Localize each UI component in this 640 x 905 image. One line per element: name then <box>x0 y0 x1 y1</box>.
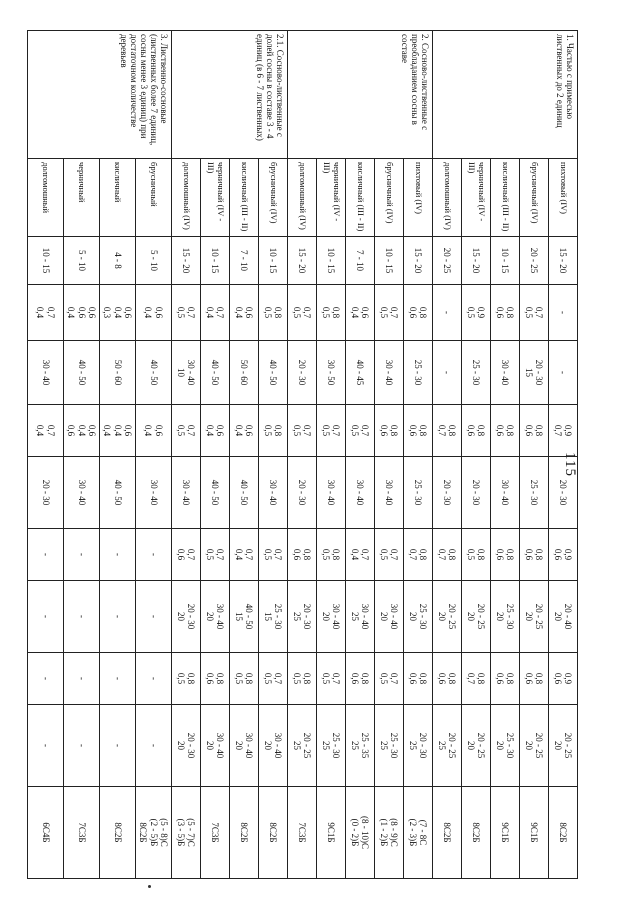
value-cell: 30 - 40 25 <box>346 581 375 653</box>
value-cell: 0,7 0,5 <box>259 653 288 705</box>
forest-type-cell: брусничный (IV) <box>259 159 288 237</box>
value-cell: 20 - 30 <box>462 457 491 529</box>
value-cell: 30 - 40 <box>136 457 172 529</box>
value-cell: 5 - 10 <box>136 237 172 285</box>
value-cell: 30 - 40 20 <box>259 705 288 787</box>
value-cell: 20 - 30 <box>288 341 317 405</box>
value-cell: 20 - 25 20 <box>462 581 491 653</box>
category-cell: 1. Частью с примесью лиственных до 2 единиц <box>433 31 578 159</box>
document-sheet <box>35 30 578 878</box>
value-cell: 0,7 0,5 <box>317 653 346 705</box>
value-cell: 0,7 0,5 <box>288 405 317 457</box>
value-cell: 5 - 10 <box>64 237 100 285</box>
table-row <box>201 31 230 879</box>
forest-type-cell: кисличный (III - II) <box>230 159 259 237</box>
value-cell: - <box>136 653 172 705</box>
value-cell: - <box>100 581 136 653</box>
forest-type-cell: долгомошный (IV) <box>172 159 201 237</box>
value-cell: - <box>100 705 136 787</box>
value-cell: 15 - 20 <box>172 237 201 285</box>
value-cell: 50 - 60 <box>100 341 136 405</box>
value-cell: 20 - 25 <box>520 237 549 285</box>
value-cell: 10 - 15 <box>317 237 346 285</box>
forest-type-cell: черничный <box>64 159 100 237</box>
table-row <box>549 31 578 879</box>
value-cell: 20 - 25 25 <box>288 705 317 787</box>
scan-speck <box>148 885 151 888</box>
value-cell: 0,8 0,5 <box>172 653 201 705</box>
table-row <box>100 31 136 879</box>
value-cell: 0,8 0,6 <box>520 529 549 581</box>
page-number: 115 <box>562 452 578 477</box>
value-cell: 40 - 50 15 <box>230 581 259 653</box>
value-cell: 0,8 0,6 <box>462 405 491 457</box>
value-cell: 10 - 15 <box>375 237 404 285</box>
value-cell: 0,9 0,6 <box>549 529 578 581</box>
value-cell: 30 - 40 10 <box>172 341 201 405</box>
value-cell: 7 - 10 <box>346 237 375 285</box>
forest-type-cell: черничный (IV - III) <box>317 159 346 237</box>
value-cell: 0,8 0,6 <box>404 285 433 341</box>
value-cell: (8 - 9)С (1 - 2)Б <box>375 787 404 879</box>
forest-type-cell: брусничный (IV) <box>520 159 549 237</box>
value-cell: 0,6 0,4 <box>201 405 230 457</box>
value-cell: - <box>100 529 136 581</box>
forest-type-cell: кисличный (III - II) <box>491 159 520 237</box>
value-cell: 0,7 0,4 <box>201 285 230 341</box>
table-row <box>346 31 375 879</box>
value-cell: 0,8 0,6 <box>404 653 433 705</box>
value-cell: - <box>549 285 578 341</box>
value-cell: 0,8 0,6 <box>346 653 375 705</box>
value-cell: 10 - 15 <box>201 237 230 285</box>
value-cell: 40 - 50 <box>259 341 288 405</box>
value-cell: 0,8 0,6 <box>491 529 520 581</box>
value-cell: 40 - 50 <box>64 341 100 405</box>
value-cell: 0,9 0,6 <box>549 653 578 705</box>
value-cell: 6С4Б <box>28 787 64 879</box>
value-cell: 30 - 40 20 <box>201 581 230 653</box>
value-cell: 0,8 0,6 <box>404 405 433 457</box>
value-cell: - <box>136 705 172 787</box>
value-cell: 0,7 0,5 <box>259 529 288 581</box>
value-cell: 20 - 25 25 <box>433 705 462 787</box>
value-cell: 0,6 0,4 <box>136 285 172 341</box>
value-cell: 30 - 40 <box>28 341 64 405</box>
value-cell: 7 - 10 <box>230 237 259 285</box>
value-cell: 0,9 0,5 <box>462 285 491 341</box>
value-cell: 40 - 45 <box>346 341 375 405</box>
value-cell: - <box>100 653 136 705</box>
value-cell: (7 - 8С (2 - 3)Б <box>404 787 433 879</box>
value-cell: 15 - 20 <box>288 237 317 285</box>
value-cell: 30 - 40 <box>64 457 100 529</box>
value-cell: 0,8 0,6 <box>491 405 520 457</box>
value-cell: 25 - 30 <box>404 341 433 405</box>
value-cell: 0,6 0,4 0,6 <box>64 405 100 457</box>
value-cell: 15 - 20 <box>549 237 578 285</box>
forest-type-cell: пихтовый (IV) <box>404 159 433 237</box>
value-cell: 25 - 30 25 <box>317 705 346 787</box>
value-cell: 50 - 60 <box>230 341 259 405</box>
forest-type-cell: черничный (IV - III) <box>201 159 230 237</box>
value-cell: 25 - 30 20 <box>491 581 520 653</box>
table-row <box>172 31 201 879</box>
value-cell: 8С2Б <box>433 787 462 879</box>
value-cell: 30 - 40 <box>375 457 404 529</box>
value-cell: 10 - 15 <box>259 237 288 285</box>
value-cell: 30 - 40 <box>491 457 520 529</box>
value-cell: 25 - 30 20 <box>404 581 433 653</box>
table-row <box>28 31 64 879</box>
value-cell: 40 - 50 <box>230 457 259 529</box>
value-cell: 0,6 0,4 <box>346 285 375 341</box>
value-cell: 20 - 30 <box>549 457 578 529</box>
value-cell: 9С1Б <box>491 787 520 879</box>
value-cell: 0,8 0,6 <box>491 285 520 341</box>
value-cell: 0,8 0,7 <box>404 529 433 581</box>
forest-type-cell: долгомошный (IV) <box>288 159 317 237</box>
value-cell: - <box>28 529 64 581</box>
value-cell: - <box>136 529 172 581</box>
value-cell: - <box>433 285 462 341</box>
value-cell: 0,6 0,4 <box>230 405 259 457</box>
value-cell: 0,7 0,5 <box>375 285 404 341</box>
value-cell: 20 - 30 25 <box>404 705 433 787</box>
forest-type-cell: долгомошный <box>28 159 64 237</box>
value-cell: 0,7 0,5 <box>172 285 201 341</box>
value-cell: 30 - 40 <box>317 457 346 529</box>
table-row <box>520 31 549 879</box>
value-cell: 20 - 25 20 <box>433 581 462 653</box>
table-row <box>375 31 404 879</box>
category-cell: 3. Лиственно-сосновые (лиственных более 7 единиц, сосны менее 3 единиц) при достаточном количестве деревьев <box>28 31 172 159</box>
value-cell: 0,6 0,6 0,4 <box>64 285 100 341</box>
value-cell: 20 - 30 15 <box>520 341 549 405</box>
table-row <box>288 31 317 879</box>
value-cell: - <box>64 581 100 653</box>
value-cell: 0,7 0,4 <box>28 285 64 341</box>
value-cell: 0,7 0,4 <box>28 405 64 457</box>
value-cell: 0,8 0,6 <box>491 653 520 705</box>
value-cell: - <box>136 581 172 653</box>
value-cell: - <box>64 705 100 787</box>
value-cell: 20 - 40 20 <box>549 581 578 653</box>
value-cell: 0,8 0,6 <box>201 653 230 705</box>
rotated-table-container <box>35 30 578 878</box>
forest-type-cell: черничный (IV - III) <box>462 159 491 237</box>
value-cell: 0,8 0,6 <box>433 653 462 705</box>
value-cell: 0,7 0,5 <box>520 285 549 341</box>
value-cell: 0,7 0,5 <box>317 405 346 457</box>
value-cell: 25 - 30 25 <box>375 705 404 787</box>
value-cell: 20 - 25 20 <box>549 705 578 787</box>
value-cell: 20 - 30 <box>433 457 462 529</box>
table-row <box>136 31 172 879</box>
value-cell: 0,7 0,5 <box>201 529 230 581</box>
value-cell: 10 - 15 <box>28 237 64 285</box>
value-cell: 20 - 25 20 <box>520 705 549 787</box>
value-cell: 20 - 30 20 <box>172 581 201 653</box>
value-cell: 40 - 50 <box>100 457 136 529</box>
value-cell: 25 - 30 15 <box>259 581 288 653</box>
value-cell: 7С3Б <box>288 787 317 879</box>
value-cell: 0,7 0,5 <box>375 653 404 705</box>
forestry-table <box>27 30 578 879</box>
value-cell: 0,8 0,5 <box>230 653 259 705</box>
value-cell: - <box>64 653 100 705</box>
table-row <box>491 31 520 879</box>
table-row <box>317 31 346 879</box>
value-cell: 30 - 40 20 <box>375 581 404 653</box>
value-cell: 15 - 20 <box>462 237 491 285</box>
forest-type-cell: долгомошный (IV) <box>433 159 462 237</box>
value-cell: 30 - 40 20 <box>201 705 230 787</box>
value-cell: 7С3Б <box>201 787 230 879</box>
value-cell: 4 - 8 <box>100 237 136 285</box>
value-cell: 0,8 0,5 <box>259 285 288 341</box>
value-cell: 0,8 0,5 <box>317 529 346 581</box>
value-cell: 7С3Б <box>64 787 100 879</box>
value-cell: 0,7 0,4 <box>346 529 375 581</box>
value-cell: (5 - 8)С (2 - 5)Б 8С2Б <box>136 787 172 879</box>
value-cell: 0,6 0,4 <box>230 285 259 341</box>
value-cell: 8С2Б <box>549 787 578 879</box>
value-cell: 30 - 40 <box>491 341 520 405</box>
forest-type-cell: пихтовый (IV) <box>549 159 578 237</box>
value-cell: 20 - 25 <box>433 237 462 285</box>
value-cell: - <box>549 341 578 405</box>
value-cell: 0,8 0,6 <box>520 405 549 457</box>
value-cell: 9С1Б <box>317 787 346 879</box>
value-cell: 30 - 40 20 <box>230 705 259 787</box>
value-cell: 25 - 35 25 <box>346 705 375 787</box>
value-cell: 30 - 40 <box>259 457 288 529</box>
value-cell: 8С2Б <box>230 787 259 879</box>
value-cell: 0,6 0,4 <box>136 405 172 457</box>
value-cell: 0,8 0,6 <box>375 405 404 457</box>
value-cell: 15 - 20 <box>404 237 433 285</box>
value-cell: 20 - 30 20 <box>172 705 201 787</box>
forest-type-cell: кисличный (III - II) <box>346 159 375 237</box>
value-cell: 0,7 0,5 <box>288 285 317 341</box>
value-cell: - <box>28 581 64 653</box>
value-cell: 0,8 0,6 <box>288 529 317 581</box>
value-cell: - <box>433 341 462 405</box>
value-cell: 25 - 30 <box>404 457 433 529</box>
forest-type-cell: брусничный (IV) <box>375 159 404 237</box>
value-cell: 0,8 0,5 <box>462 529 491 581</box>
forest-type-cell: кисличный <box>100 159 136 237</box>
value-cell: 0,7 0,5 <box>346 405 375 457</box>
value-cell: 0,8 0,7 <box>462 653 491 705</box>
value-cell: 8С2Б <box>100 787 136 879</box>
value-cell: (8 - 10)С (0 - 2)Б <box>346 787 375 879</box>
value-cell: 20 - 25 20 <box>462 705 491 787</box>
value-cell: 25 - 30 20 <box>491 705 520 787</box>
value-cell: 40 - 50 <box>201 457 230 529</box>
forest-type-cell: брусничный <box>136 159 172 237</box>
table-row <box>433 31 462 879</box>
value-cell: 40 - 50 <box>201 341 230 405</box>
value-cell: 10 - 15 <box>491 237 520 285</box>
value-cell: 0,9 0,7 <box>549 405 578 457</box>
value-cell: 0,7 0,4 <box>230 529 259 581</box>
value-cell: - <box>64 529 100 581</box>
table-row <box>64 31 100 879</box>
value-cell: 25 - 30 <box>462 341 491 405</box>
value-cell: - <box>28 653 64 705</box>
value-cell: 8С2Б <box>259 787 288 879</box>
value-cell: 30 - 40 <box>172 457 201 529</box>
value-cell: 20 - 25 20 <box>520 581 549 653</box>
table-row <box>462 31 491 879</box>
value-cell: 20 - 30 <box>28 457 64 529</box>
value-cell: 0,8 0,5 <box>317 285 346 341</box>
value-cell: 0,8 0,5 <box>259 405 288 457</box>
value-cell: 0,6 0,4 0,3 <box>100 285 136 341</box>
category-cell: 2. Сосново-лиственные с преобладанием сосны в составе <box>288 31 433 159</box>
value-cell: 0,8 0,7 <box>433 529 462 581</box>
value-cell: 30 - 50 <box>317 341 346 405</box>
value-cell: 30 - 40 20 <box>317 581 346 653</box>
value-cell: 20 - 30 <box>288 457 317 529</box>
value-cell: 0,6 0,4 0,4 <box>100 405 136 457</box>
value-cell: 20 - 30 25 <box>288 581 317 653</box>
value-cell: 40 - 50 <box>136 341 172 405</box>
value-cell: 25 - 30 <box>520 457 549 529</box>
table-row <box>259 31 288 879</box>
value-cell: 0,8 0,6 <box>520 653 549 705</box>
category-cell: 2.1. Сосново-лиственные с долей сосны в составе 3 - 4 единиц (в 6 - 7 лиственных) <box>172 31 288 159</box>
value-cell: (5 - 7)С (3 - 5)Б <box>172 787 201 879</box>
table-row <box>230 31 259 879</box>
value-cell: 0,7 0,5 <box>172 405 201 457</box>
table-row <box>404 31 433 879</box>
value-cell: 0,8 0,5 <box>288 653 317 705</box>
value-cell: - <box>28 705 64 787</box>
value-cell: 8С2Б <box>462 787 491 879</box>
value-cell: 9С1Б <box>520 787 549 879</box>
value-cell: 0,7 0,6 <box>172 529 201 581</box>
value-cell: 0,8 0,7 <box>433 405 462 457</box>
value-cell: 30 - 40 <box>375 341 404 405</box>
value-cell: 30 - 40 <box>346 457 375 529</box>
value-cell: 0,7 0,5 <box>375 529 404 581</box>
